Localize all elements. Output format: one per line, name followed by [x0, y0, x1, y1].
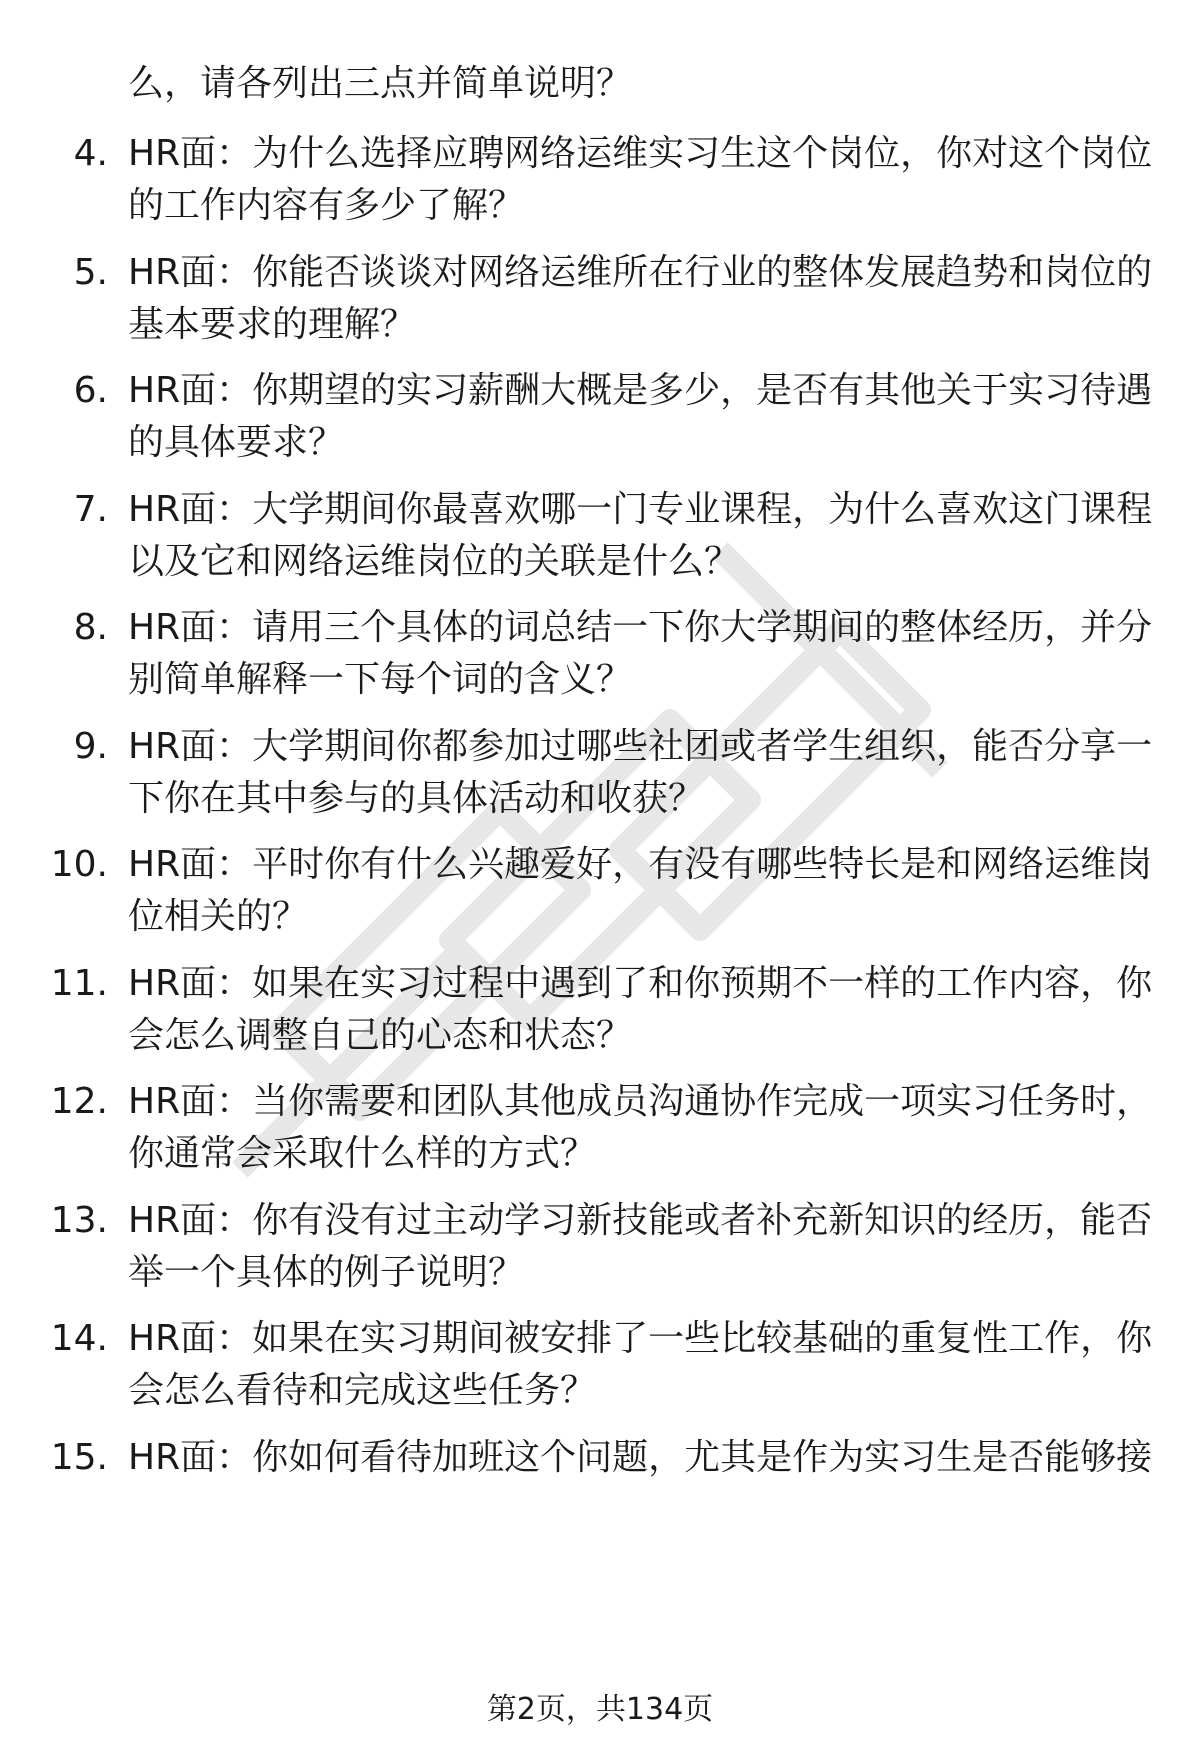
question-text — [128, 484, 1158, 588]
question-line: HR面：为什么选择应聘网络运维实习生这个岗位，你对这个岗位 — [128, 133, 1153, 174]
question-line: HR面：请用三个具体的词总结一下你大学期间的整体经历，并分 — [128, 607, 1153, 648]
question-number: 9. — [73, 726, 108, 767]
question-line: 下你在其中参与的具体活动和收获？ — [128, 778, 705, 819]
question-line: 会怎么看待和完成这些任务？ — [128, 1370, 597, 1411]
question-number: 10. — [50, 844, 108, 885]
question-number: 11. — [50, 963, 108, 1004]
question-line: 别简单解释一下每个词的含义？ — [128, 659, 633, 700]
question-text — [128, 602, 1158, 706]
question-line: 的工作内容有多少了解？ — [128, 185, 525, 226]
question-line: HR面：如果在实习过程中遇到了和你预期不一样的工作内容，你 — [128, 963, 1153, 1004]
question-line: 的具体要求？ — [128, 422, 345, 463]
question-text — [128, 958, 1158, 1062]
question-number: 12. — [50, 1081, 108, 1122]
question-number: 7. — [73, 489, 108, 530]
question-number: 13. — [50, 1200, 108, 1241]
question-line: 举一个具体的例子说明？ — [128, 1252, 525, 1293]
question-line: HR面：当你需要和团队其他成员沟通协作完成一项实习任务时， — [128, 1081, 1153, 1122]
page-footer: 第2页，共134页 — [486, 1692, 714, 1727]
question-line: HR面：如果在实习期间被安排了一些比较基础的重复性工作，你 — [128, 1318, 1153, 1359]
question-line: HR面：大学期间你最喜欢哪一门专业课程，为什么喜欢这门课程 — [128, 489, 1153, 530]
question-text — [128, 128, 1158, 232]
question-number: 15. — [50, 1437, 108, 1478]
question-line: HR面：你期望的实习薪酬大概是多少，是否有其他关于实习待遇 — [128, 370, 1153, 411]
question-line: HR面：你如何看待加班这个问题，尤其是作为实习生是否能够接 — [128, 1437, 1153, 1478]
question-text — [128, 365, 1158, 469]
question-line: 位相关的？ — [128, 896, 309, 937]
question-text — [128, 1313, 1158, 1417]
question-text — [128, 1432, 1158, 1484]
question-line: HR面：你有没有过主动学习新技能或者补充新知识的经历，能否 — [128, 1200, 1153, 1241]
question-line: 以及它和网络运维岗位的关联是什么？ — [128, 541, 741, 582]
question-number: 8. — [73, 607, 108, 648]
continuation-text: 么，请各列出三点并简单说明？ — [128, 63, 633, 104]
question-text — [128, 1195, 1158, 1299]
question-number: 6. — [73, 370, 108, 411]
question-text — [128, 1076, 1158, 1180]
question-line: 会怎么调整自己的心态和状态？ — [128, 1015, 633, 1056]
question-line: HR面：大学期间你都参加过哪些社团或者学生组织，能否分享一 — [128, 726, 1153, 767]
question-line: 你通常会采取什么样的方式？ — [128, 1133, 597, 1174]
question-line: HR面：你能否谈谈对网络运维所在行业的整体发展趋势和岗位的 — [128, 252, 1153, 293]
question-line: 基本要求的理解？ — [128, 304, 417, 345]
question-text — [128, 721, 1158, 825]
question-text — [128, 247, 1158, 351]
question-number: 5. — [73, 252, 108, 293]
question-line: HR面：平时你有什么兴趣爱好，有没有哪些特长是和网络运维岗 — [128, 844, 1153, 885]
question-text — [128, 839, 1158, 943]
question-number: 4. — [73, 133, 108, 174]
question-number: 14. — [50, 1318, 108, 1359]
